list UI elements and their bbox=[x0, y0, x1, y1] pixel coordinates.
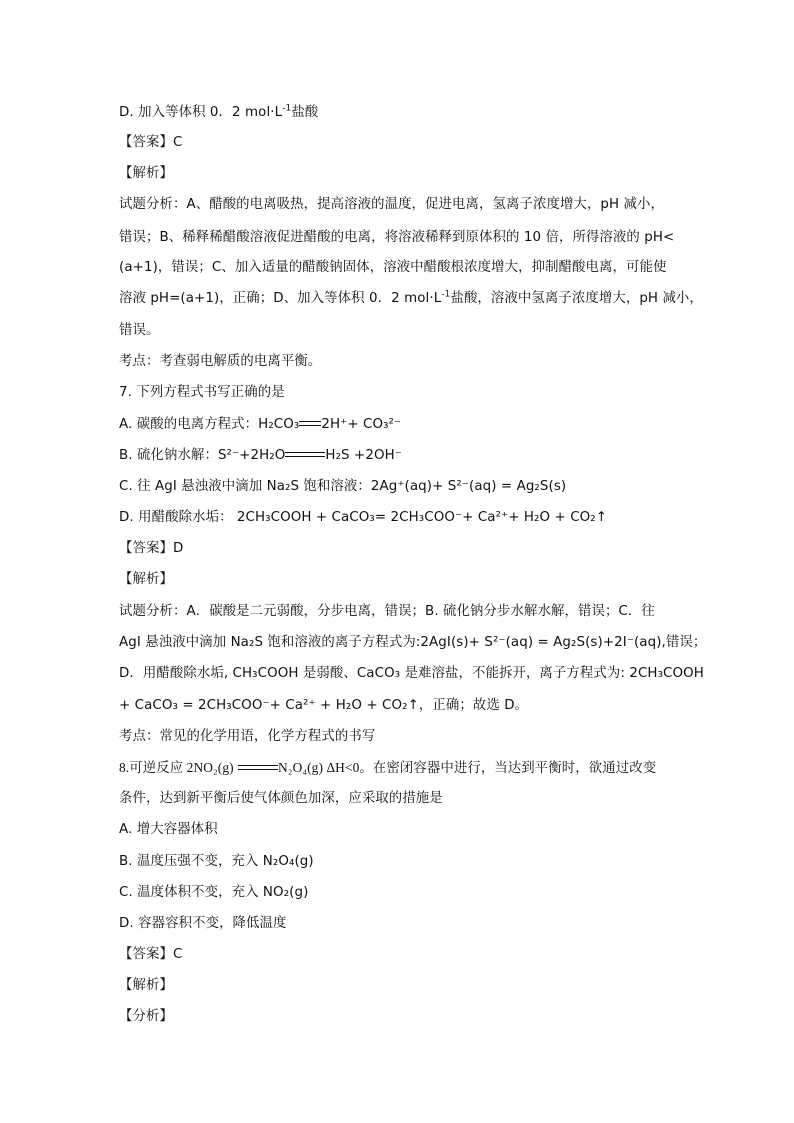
question-8-option-c: C. 温度体积不变，充入 NO₂(g) bbox=[119, 885, 309, 900]
analysis-text-line: (a+1)，错误；C、加入适量的醋酸钠固体，溶液中醋酸根浓度增大，抑制醋酸电离，可能使 bbox=[119, 260, 667, 275]
analysis-text-line: 错误；B、稀释稀醋酸溶液促进醋酸的电离，将溶液稀释到原体积的 10 倍，所得溶液的 pH< bbox=[119, 230, 675, 245]
analysis-text-line: AgI 悬浊液中滴加 Na₂S 饱和溶液的离子方程式为:2AgI(s)+ S²⁻(aq) = Ag₂S(s)+2I⁻(aq),错误； bbox=[119, 635, 707, 650]
text: 8.可逆反应 2NO₂(g) bbox=[119, 760, 234, 775]
answer-label: 【答案】D bbox=[119, 541, 184, 556]
text: H₂S +2OH⁻ bbox=[325, 448, 402, 463]
equilibrium-arrow-icon bbox=[285, 450, 325, 460]
analysis-label: 【解析】 bbox=[119, 166, 173, 181]
analysis-text-line: + CaCO₃ = 2CH₃COO⁻+ Ca²⁺ + H₂O + CO₂↑，正确；故选 D。 bbox=[119, 698, 529, 713]
question-8-option-b: B. 温度压强不变，充入 N₂O₄(g) bbox=[119, 854, 314, 869]
analysis-text-line bbox=[119, 290, 703, 308]
question-8-title-cont: 条件，达到新平衡后使气体颜色加深，应采取的措施是 bbox=[119, 791, 443, 806]
analysis-label: 【解析】 bbox=[119, 978, 173, 993]
text: 溶液 pH=(a+1)，正确；D、加入等体积 0．2 mol·L bbox=[119, 291, 442, 306]
text: B. 硫化钠水解：S²⁻+2H₂O bbox=[119, 448, 286, 463]
question-8-title bbox=[119, 759, 656, 778]
question-7-option-c: C. 往 AgI 悬浊液中滴加 Na₂S 饱和溶液：2Ag⁺(aq)+ S²⁻(aq) = Ag₂S(s) bbox=[119, 479, 567, 494]
analysis-label: 【解析】 bbox=[119, 572, 173, 587]
answer-label: 【答案】C bbox=[119, 947, 183, 962]
question-7-option-a bbox=[119, 416, 401, 434]
question-7-title: 7. 下列方程式书写正确的是 bbox=[119, 385, 285, 400]
superscript: -1 bbox=[282, 103, 292, 114]
text: 盐酸，溶液中氢离子浓度增大，pH 减小， bbox=[450, 291, 703, 306]
key-point: 考点：常见的化学用语，化学方程式的书写 bbox=[119, 729, 376, 744]
analysis-text-line: 试题分析：A、醋酸的电离吸热，提高溶液的温度，促进电离，氢离子浓度增大，pH 减小， bbox=[119, 197, 665, 212]
text: 2H⁺+ CO₃²⁻ bbox=[321, 417, 402, 432]
superscript: -1 bbox=[441, 289, 451, 300]
analysis-sub-label: 【分析】 bbox=[119, 1009, 173, 1024]
analysis-text-line: D．用醋酸除水垢, CH₃COOH 是弱酸、CaCO₃ 是难溶盐，不能拆开，离子方程式为: 2CH₃COOH bbox=[119, 666, 704, 681]
question-7-option-d: D. 用醋酸除水垢： 2CH₃COOH + CaCO₃= 2CH₃COO⁻+ Ca²⁺+ H₂O + CO₂↑ bbox=[119, 510, 608, 525]
analysis-text-line: 试题分析：A．碳酸是二元弱酸，分步电离，错误；B. 硫化钠分步水解水解，错误；C．往 bbox=[119, 604, 655, 619]
question-8-option-a: A. 增大容器体积 bbox=[119, 822, 218, 837]
key-point: 考点：考查弱电解质的电离平衡。 bbox=[119, 354, 322, 369]
equilibrium-arrow-icon bbox=[299, 419, 321, 429]
equilibrium-arrow-icon bbox=[238, 763, 278, 773]
text: N₂O₄(g) ΔH<0。在密闭容器中进行，当达到平衡时，欲通过改变 bbox=[278, 760, 657, 775]
answer-label: 【答案】C bbox=[119, 135, 183, 150]
question-7-option-b bbox=[119, 447, 402, 465]
question-8-option-d: D. 容器容积不变，降低温度 bbox=[119, 916, 287, 931]
text: D. 加入等体积 0．2 mol·L bbox=[119, 105, 283, 120]
text: A. 碳酸的电离方程式：H₂CO₃ bbox=[119, 417, 300, 432]
text: 盐酸 bbox=[291, 105, 319, 120]
analysis-text-line: 错误。 bbox=[119, 323, 160, 338]
option-d-line bbox=[119, 104, 318, 122]
